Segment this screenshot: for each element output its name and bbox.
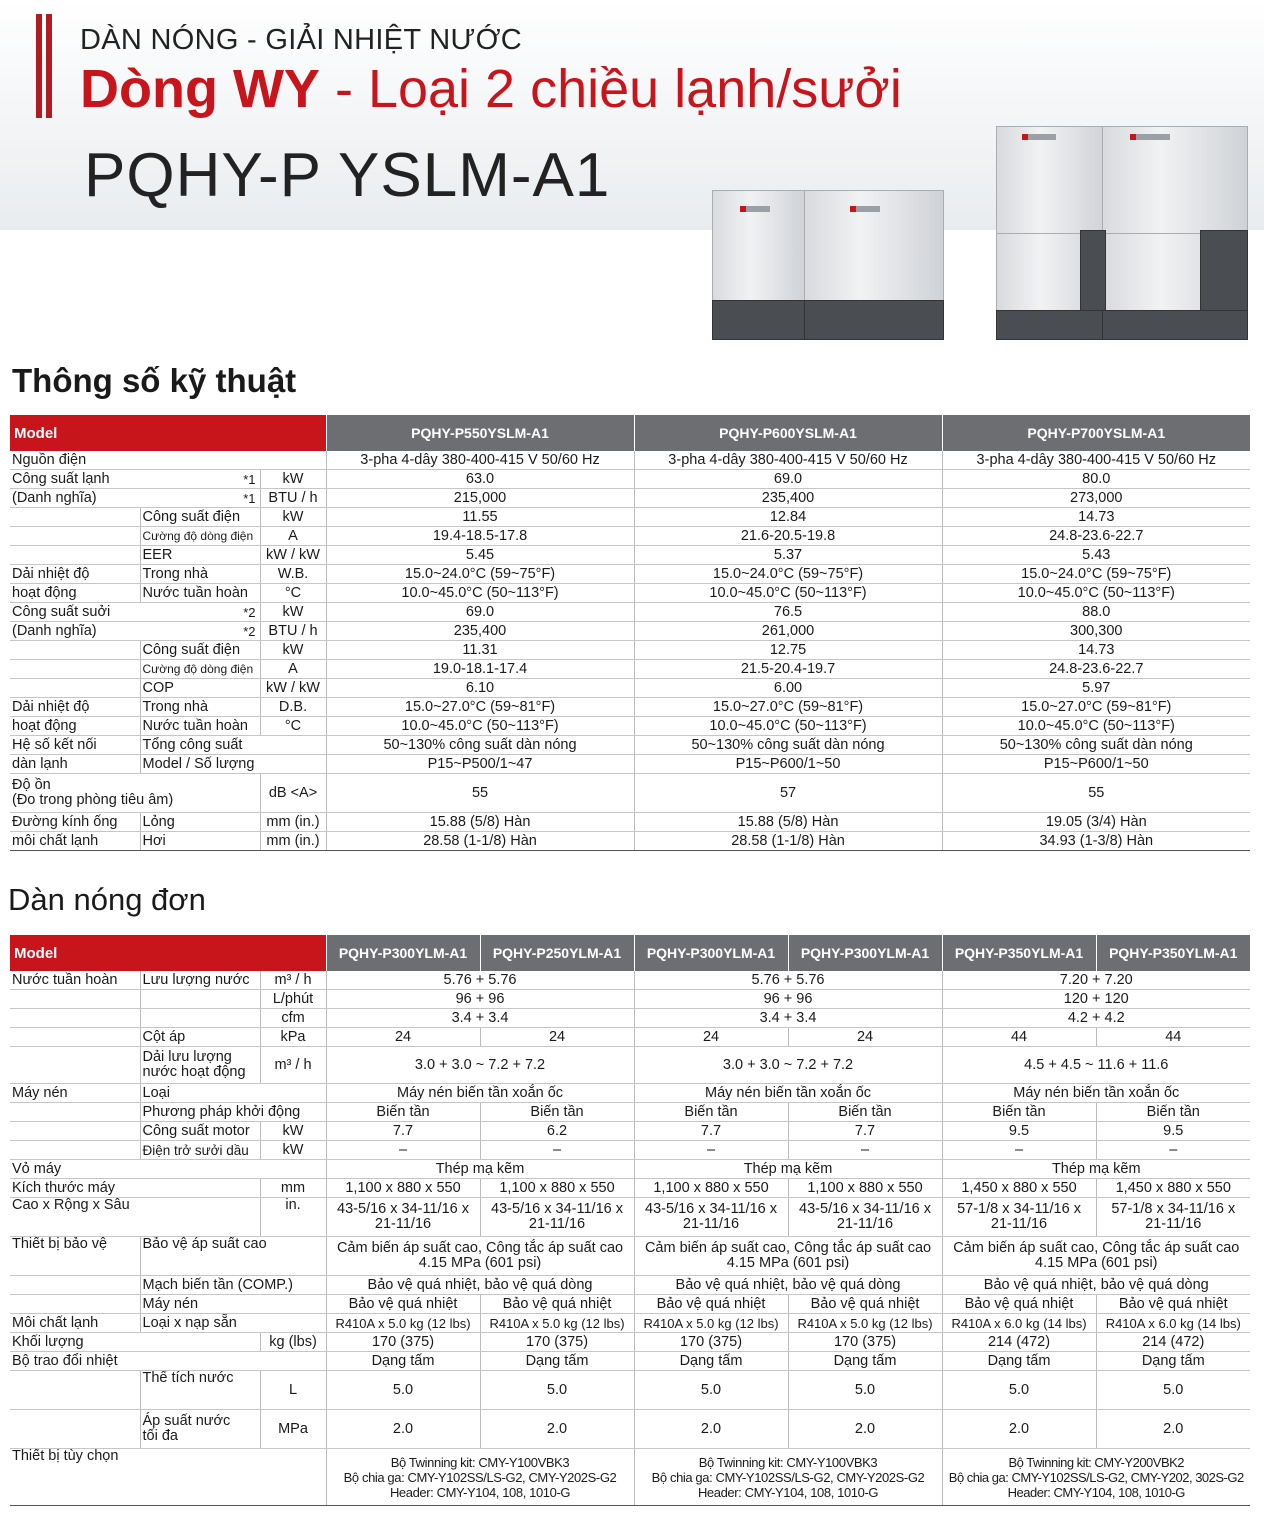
table-row: Độ ồn (Đo trong phòng tiêu âm) dB <A> 55 57 55 [10,774,1250,813]
table-row: Hệ số kết nối Tổng công suất 50~130% công suất dàn nóng 50~130% công suất dàn nóng 50~130% công suất dàn nóng [10,736,1250,755]
model-header: PQHY-P250YLM-A1 [480,935,634,971]
table-row: Cột áp kPa 24 24 24 24 44 44 [10,1028,1250,1047]
table-row: Môi chất lạnh Loại x nạp sẵn R410A x 5.0 kg (12 lbs) R410A x 5.0 kg (12 lbs) R410A x 5.0 kg (12 lbs) R410A x 5.0 kg (12 lbs) R410A x 6.0 kg (14 lbs) R410A x 6.0 kg (14 lbs) [10,1314,1250,1333]
table-row: Công suất motor kW 7.7 6.2 7.7 7.7 9.5 9.5 [10,1122,1250,1141]
single-units-table [10,935,1250,1506]
model-header: PQHY-P300YLM-A1 [326,935,480,971]
table-header-row: Model PQHY-P300YLM-A1 PQHY-P250YLM-A1 PQHY-P300YLM-A1 PQHY-P300YLM-A1 PQHY-P350YLM-A1 PQHY-P350YLM-A1 [10,935,1250,971]
model-header: PQHY-P300YLM-A1 [788,935,942,971]
table-row: Điện trở sưởi dầu kW – – – – – – [10,1141,1250,1160]
table-row: Công suất suởi *2 kW 69.0 76.5 88.0 [10,603,1250,622]
table-row: Dải nhiệt độ Trong nhà W.B. 15.0~24.0°C (59~75°F) 15.0~24.0°C (59~75°F) 15.0~24.0°C (59~75°F) [10,565,1250,584]
table-row: Thể tích nước L 5.0 5.0 5.0 5.0 5.0 5.0 [10,1371,1250,1410]
table-row: Khối lượng kg (lbs) 170 (375) 170 (375) 170 (375) 170 (375) 214 (472) 214 (472) [10,1333,1250,1352]
table-row: Đường kính ống Lỏng mm (in.) 15.88 (5/8) Hàn 15.88 (5/8) Hàn 19.05 (3/4) Hàn [10,813,1250,832]
table-row: Dải nhiệt độ Trong nhà D.B. 15.0~27.0°C (59~81°F) 15.0~27.0°C (59~81°F) 15.0~27.0°C (59~81°F) [10,698,1250,717]
section-title-specs: Thông số kỹ thuật [12,362,297,399]
table-row: (Danh nghĩa) *1 BTU / h 215,000 235,400 273,000 [10,489,1250,508]
specs-table [10,415,1250,851]
table-row: Máy nén Bảo vệ quá nhiệt Bảo vệ quá nhiệt Bảo vệ quá nhiệt Bảo vệ quá nhiệt Bảo vệ quá nhiệt Bảo vệ quá nhiệt [10,1295,1250,1314]
table-row: Nguồn điện 3-pha 4-dây 380-400-415 V 50/60 Hz 3-pha 4-dây 380-400-415 V 50/60 Hz 3-pha 4-dây 380-400-415 V 50/60 Hz [10,451,1250,470]
table-row: Cường độ dòng điện A 19.4-18.5-17.8 21.6-20.5-19.8 24.8-23.6-22.7 [10,527,1250,546]
model-header: PQHY-P700YSLM-A1 [942,415,1250,451]
table-row: Cao x Rộng x Sâu in. 43-5/16 x 34-11/16 x 21-11/16 43-5/16 x 34-11/16 x 21-11/16 43-5/16 x 34-11/16 x 21-11/16 43-5/16 x 34-11/16 x 21-11/16 57-1/8 x 34-11/16 x 21-11/16 57-1/8 x 34-11/16 x 21-11/16 [10,1198,1250,1237]
table-row: Thiết bị tùy chọn Bộ Twinning kit: CMY-Y100VBK3 Bộ chia ga: CMY-Y102SS/LS-G2, CMY-Y202S-G2 Header: CMY-Y104, 108, 1010-G Bộ Twinning kit: CMY-Y100VBK3 Bộ chia ga: CMY-Y102SS/LS-G2, CMY-Y202S-G2 Header: CMY-Y104, 108, 1010-G Bộ Twinning kit: CMY-Y200VBK2 Bộ chia ga: CMY-Y102SS/LS-G2, CMY-Y202, 302S-G2 Header: CMY-Y104, 108, 1010-G [10,1449,1250,1506]
table-row: Cường độ dòng điện A 19.0-18.1-17.4 21.5-20.4-19.7 24.8-23.6-22.7 [10,660,1250,679]
model-header: PQHY-P600YSLM-A1 [634,415,942,451]
table-row: Áp suất nước tối đa MPa 2.0 2.0 2.0 2.0 2.0 2.0 [10,1410,1250,1449]
table-row: hoạt động Nước tuần hoàn °C 10.0~45.0°C (50~113°F) 10.0~45.0°C (50~113°F) 10.0~45.0°C (50~113°F) [10,717,1250,736]
table-row: Công suất điện kW 11.55 12.84 14.73 [10,508,1250,527]
table-row: (Danh nghĩa) *2 BTU / h 235,400 261,000 300,300 [10,622,1250,641]
model-header: PQHY-P550YSLM-A1 [326,415,634,451]
model-header: PQHY-P350YLM-A1 [942,935,1096,971]
table-row: Công suất điện kW 11.31 12.75 14.73 [10,641,1250,660]
table-row: Công suất lạnh *1 kW 63.0 69.0 80.0 [10,470,1250,489]
table-row: hoạt động Nước tuần hoàn °C 10.0~45.0°C (50~113°F) 10.0~45.0°C (50~113°F) 10.0~45.0°C (50~113°F) [10,584,1250,603]
accent-bar-2 [46,14,52,118]
table-row: môi chất lạnh Hơi mm (in.) 28.58 (1-1/8) Hàn 28.58 (1-1/8) Hàn 34.93 (1-3/8) Hàn [10,832,1250,851]
section-title-single: Dàn nóng đơn [8,882,206,917]
table-row: EER kW / kW 5.45 5.37 5.43 [10,546,1250,565]
table-header-row [10,415,1250,451]
model-header: PQHY-P300YLM-A1 [634,935,788,971]
table-row: Bộ trao đổi nhiệt Dạng tấm Dạng tấm Dạng tấm Dạng tấm Dạng tấm Dạng tấm [10,1352,1250,1371]
model-header: PQHY-P350YLM-A1 [1096,935,1250,971]
table-row: L/phút 96 + 96 96 + 96 120 + 120 [10,990,1250,1009]
category-title: DÀN NÓNG - GIẢI NHIỆT NƯỚC [80,24,522,56]
table-row: Kích thước máy mm 1,100 x 880 x 550 1,100 x 880 x 550 1,100 x 880 x 550 1,100 x 880 x 550 1,450 x 880 x 550 1,450 x 880 x 550 [10,1179,1250,1198]
table-row: Phương pháp khởi động Biến tần Biến tần Biến tần Biến tần Biến tần Biến tần [10,1103,1250,1122]
table-row: Máy nén Loại Máy nén biến tần xoắn ốc Máy nén biến tần xoắn ốc Máy nén biến tần xoắn ốc [10,1084,1250,1103]
table-row: Dải lưu lượng nước hoạt động m³ / h 3.0 + 3.0 ~ 7.2 + 7.2 3.0 + 3.0 ~ 7.2 + 7.2 4.5 + 4.5 ~ 11.6 + 11.6 [10,1047,1250,1084]
table-row: Vỏ máy Thép mạ kẽm Thép mạ kẽm Thép mạ kẽm [10,1160,1250,1179]
series-title: Dòng WY - Loại 2 chiều lạnh/sưởi [80,59,902,119]
table-row: Thiết bị bảo vệ Bảo vệ áp suất cao Cảm biến áp suất cao, Công tắc áp suất cao 4.15 MPa (601 psi) Cảm biến áp suất cao, Công tắc áp suất cao 4.15 MPa (601 psi) Cảm biến áp suất cao, Công tắc áp suất cao 4.15 MPa (601 psi) [10,1237,1250,1276]
model-series-title: PQHY-P YSLM-A1 [84,141,611,210]
table-row: COP kW / kW 6.10 6.00 5.97 [10,679,1250,698]
model-label: Model [10,415,326,451]
accent-bar-1 [36,14,42,118]
table-row: Nước tuần hoàn Lưu lượng nước m³ / h 5.76 + 5.76 5.76 + 5.76 7.20 + 7.20 [10,971,1250,990]
table-row: dàn lạnh Model / Số lượng P15~P500/1~47 P15~P600/1~50 P15~P600/1~50 [10,755,1250,774]
table-row: cfm 3.4 + 3.4 3.4 + 3.4 4.2 + 4.2 [10,1009,1250,1028]
table-row: Mạch biến tần (COMP.) Bảo vệ quá nhiệt, bảo vệ quá dòng Bảo vệ quá nhiệt, bảo vệ quá dòng Bảo vệ quá nhiệt, bảo vệ quá dòng [10,1276,1250,1295]
product-image [700,120,1250,345]
